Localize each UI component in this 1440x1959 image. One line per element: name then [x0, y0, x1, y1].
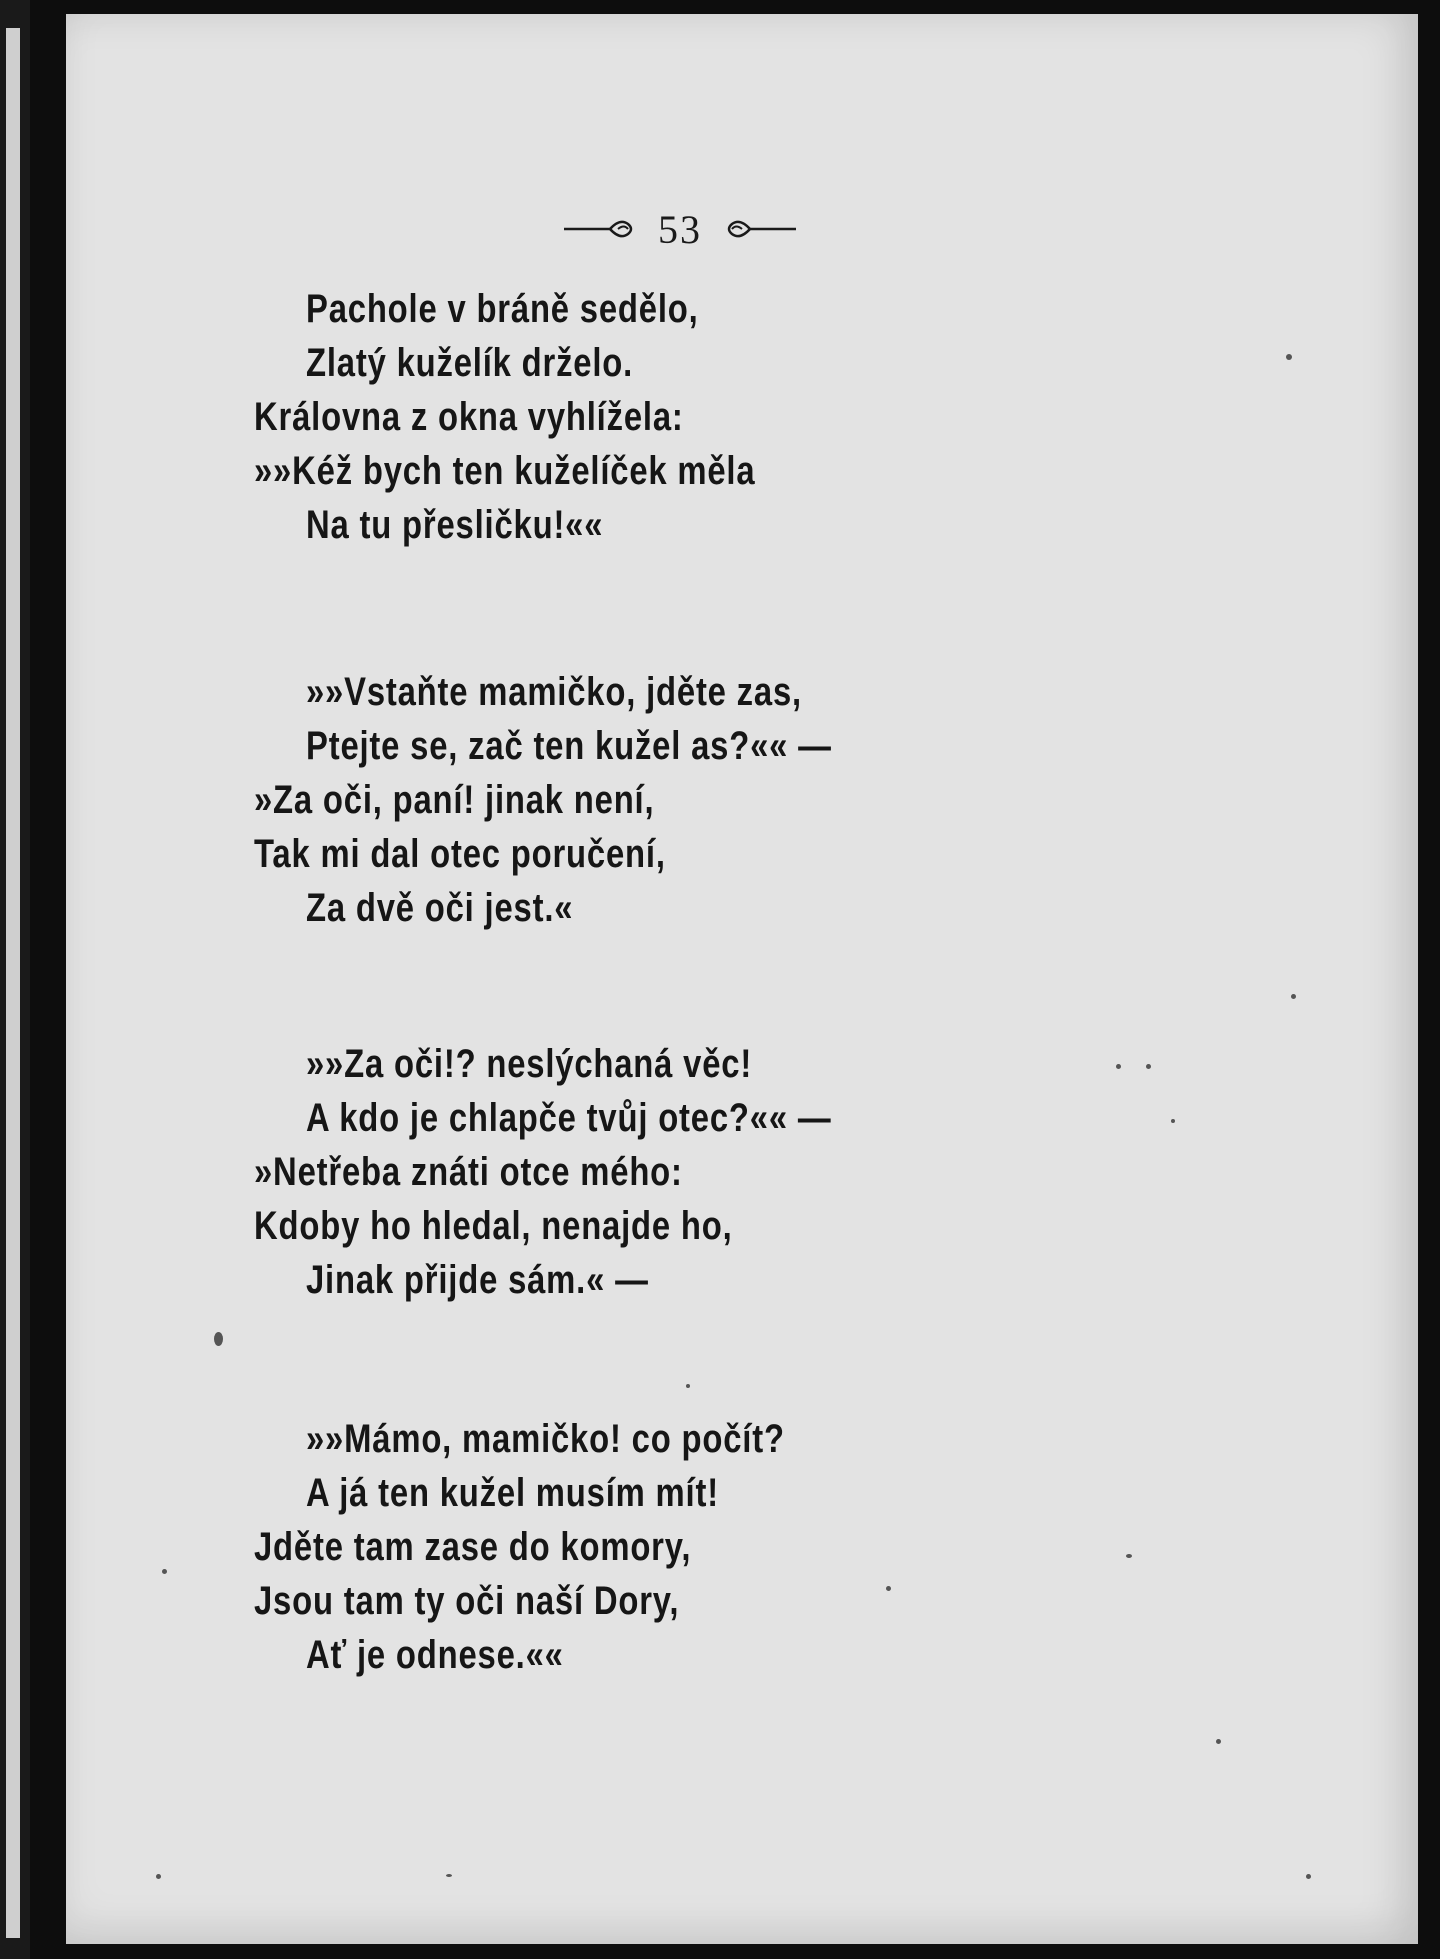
paper-speck: [1306, 1874, 1311, 1879]
poem-line: Tak mi dal otec poručení,: [254, 832, 666, 876]
paper-speck: [1286, 354, 1292, 360]
poem-line: »Netřeba znáti otce mého:: [254, 1150, 683, 1194]
paper-speck: [162, 1569, 167, 1574]
poem-line: Ať je odnese.««: [306, 1633, 564, 1677]
paper-speck: [156, 1874, 161, 1879]
paper-speck: [214, 1332, 223, 1346]
paper-speck: [686, 1384, 690, 1388]
poem-line: Královna z okna vyhlížela:: [254, 395, 684, 439]
poem-line: Za dvě oči jest.«: [306, 886, 574, 930]
poem-line: »Za oči, paní! jinak není,: [254, 778, 655, 822]
poem-line: Pachole v bráně sedělo,: [306, 287, 699, 331]
paper-speck: [1171, 1119, 1175, 1123]
poem-line: Jděte tam zase do komory,: [254, 1525, 692, 1569]
poem-line: Kdoby ho hledal, nenajde ho,: [254, 1204, 733, 1248]
poem-line: Ptejte se, zač ten kužel as?«« —: [306, 724, 832, 768]
poem-line: Zlatý kuželík drželo.: [306, 341, 634, 385]
poem-line: Jsou tam ty oči naší Dory,: [254, 1579, 680, 1623]
poem-line: »»Kéž bych ten kuželíček měla: [254, 449, 756, 493]
paper-speck: [1126, 1554, 1132, 1558]
paper-speck: [886, 1586, 891, 1591]
paper-speck: [1291, 994, 1296, 999]
poem-line: A já ten kužel musím mít!: [306, 1471, 719, 1515]
page-number: 53: [658, 206, 702, 252]
paper-speck: [1216, 1739, 1221, 1744]
paper-speck: [446, 1874, 452, 1877]
poem-line: »»Vstaňte mamičko, jděte zas,: [306, 670, 802, 714]
poem: [66, 14, 1418, 1944]
paper-speck: [1146, 1064, 1151, 1069]
book-page: [66, 14, 1418, 1944]
paper-speck: [1116, 1064, 1121, 1069]
poem-line: Jinak přijde sám.« —: [306, 1258, 649, 1302]
adjacent-page-strip: [6, 28, 20, 1938]
poem-line: A kdo je chlapče tvůj otec?«« —: [306, 1096, 832, 1140]
poem-line: »»Mámo, mamičko! co počít?: [306, 1417, 785, 1461]
poem-line: Na tu přesličku!««: [306, 503, 604, 547]
poem-line: »»Za oči!? neslýchaná věc!: [306, 1042, 753, 1086]
